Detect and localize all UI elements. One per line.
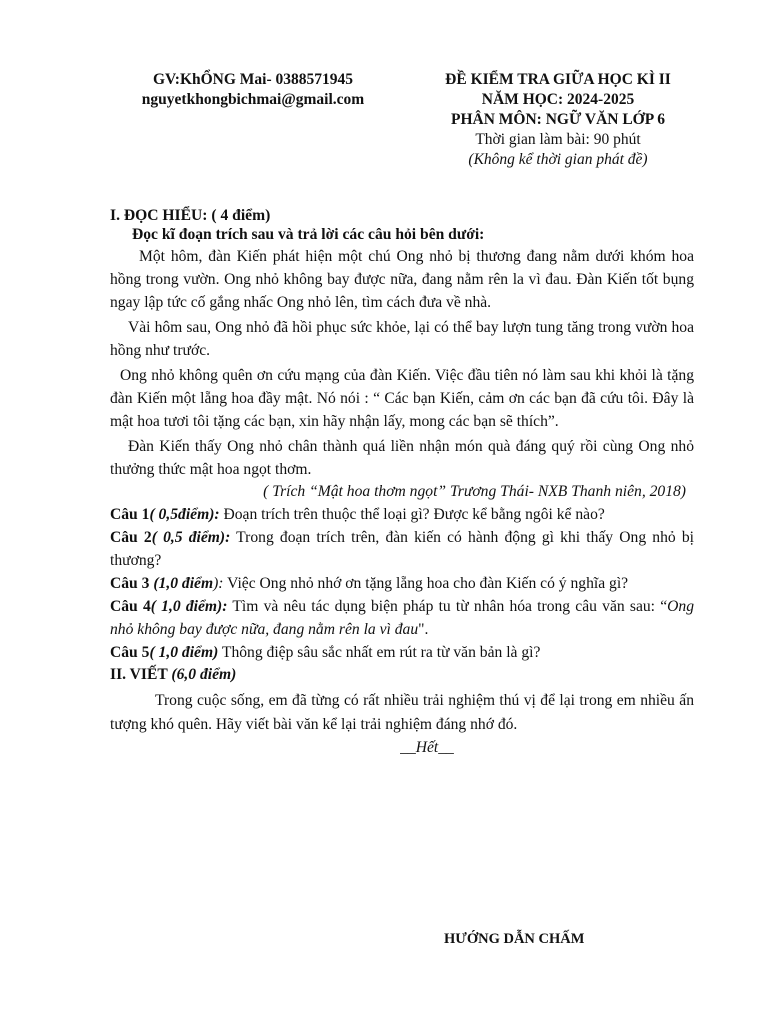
question-label: Câu 4 xyxy=(110,598,151,615)
teacher-name-phone: GV:KhỔNG Mai- 0388571945 xyxy=(152,71,354,88)
question-label: Câu 2 xyxy=(110,529,152,546)
question-points: ( 0,5 điểm): xyxy=(151,529,231,546)
writing-points: (6,0 điểm) xyxy=(171,666,237,683)
passage-paragraph: Vài hôm sau, Ong nhỏ đã hồi phục sức khỏe, lại có thể bay lượn tung tăng trong vườn hoa hồng như trước. xyxy=(110,319,694,359)
writing-title: II. VIẾT xyxy=(110,666,168,683)
passage-paragraph: Một hôm, đàn Kiến phát hiện một chú Ong nhỏ bị thương đang nằm dưới khóm hoa hồng trong vườn. Ong nhỏ không bay được nữa, đang nằm rên la vì đau. Đàn Kiến tốt bụng ngay lập tức cố gắng nhấc Ong nhỏ lên, tìm cách đưa về nhà. xyxy=(110,248,694,311)
question-quote-end: ". xyxy=(418,621,429,638)
question-label: Câu 1 xyxy=(110,506,150,523)
question-text: Trong đoạn trích trên, đàn kiến có hành động gì khi thấy Ong nhỏ bị thương? xyxy=(110,529,694,569)
question-5 xyxy=(110,641,694,664)
exam-time: Thời gian làm bài: 90 phút xyxy=(475,131,641,148)
question-label: Câu 5 xyxy=(110,644,150,661)
question-points: ( 1,0 điểm): xyxy=(150,598,228,615)
passage-source: ( Trích “Mật hoa thơm ngọt” Trương Thái- NXB Thanh niên, 2018) xyxy=(263,483,686,500)
reading-section-title: I. ĐỌC HIỂU: ( 4 điểm) xyxy=(110,207,271,224)
school-year: NĂM HỌC: 2024-2025 xyxy=(481,91,635,108)
question-points: (1,0 điểm xyxy=(149,575,214,592)
reading-instruction: Đọc kĩ đoạn trích sau và trả lời các câu hỏi bên dưới: xyxy=(132,226,485,243)
question-4 xyxy=(110,595,694,641)
passage-paragraph: Đàn Kiến thấy Ong nhỏ chân thành quá liền nhận món quà đáng quý rồi cùng Ong nhỏ thưởng thức mật hoa ngọt thơm. xyxy=(110,438,694,478)
question-points: ( 1,0 điểm) xyxy=(149,644,219,661)
question-text: Tìm và nêu tác dụng biện pháp tu từ nhân hóa trong câu văn sau: “ xyxy=(227,598,668,615)
writing-section-title xyxy=(110,664,694,686)
question-label: Câu 3 xyxy=(110,575,150,592)
subject: PHÂN MÔN: NGỮ VĂN LỚP 6 xyxy=(451,111,665,128)
teacher-info xyxy=(108,70,398,110)
question-text: Thông điệp sâu sắc nhất em rút ra từ văn bản là gì? xyxy=(218,644,541,661)
exam-title: ĐỀ KIỂM TRA GIỮA HỌC KÌ II xyxy=(445,71,671,88)
question-quote: Ong nhỏ không bay được nữa, đang nằm rên la vì đau xyxy=(110,598,694,638)
exam-body xyxy=(110,207,694,759)
question-text: Đoạn trích trên thuộc thể loại gì? Được kể bằng ngôi kể nào? xyxy=(219,506,605,523)
question-points: ( 0,5điểm): xyxy=(149,506,220,523)
end-mark: __Hết__ xyxy=(400,739,454,756)
grading-guide-title: HƯỚNG DẪN CHẤM xyxy=(444,931,585,947)
question-text: Việc Ong nhỏ nhớ ơn tặng lẵng hoa cho đàn Kiến có ý nghĩa gì? xyxy=(223,575,629,592)
teacher-email: nguyetkhongbichmai@gmail.com xyxy=(141,91,365,108)
end-mark-text: Hết xyxy=(415,739,439,756)
question-2 xyxy=(110,526,694,572)
question-1 xyxy=(110,503,694,526)
exam-time-note: (Không kể thời gian phát đề) xyxy=(468,151,648,168)
exam-header xyxy=(400,70,716,170)
question-3 xyxy=(110,572,694,595)
writing-prompt: Trong cuộc sống, em đã từng có rất nhiều trải nghiệm thú vị để lại trong em nhiều ấn tượng khó quên. Hãy viết bài văn kể lại trải nghiệm đáng nhớ đó. xyxy=(110,692,694,733)
passage-paragraph: Ong nhỏ không quên ơn cứu mạng của đàn Kiến. Việc đầu tiên nó làm sau khi khỏi là tặng đàn Kiến một lẵng hoa đầy mật. Nó nói : “ Các bạn Kiến, cảm ơn các bạn đã cứu tôi. Đây là mật hoa tươi tôi tặng các bạn, xin hãy nhận lấy, mong các bạn sẽ thích”. xyxy=(110,367,694,430)
question-points-tail: ): xyxy=(213,575,224,592)
